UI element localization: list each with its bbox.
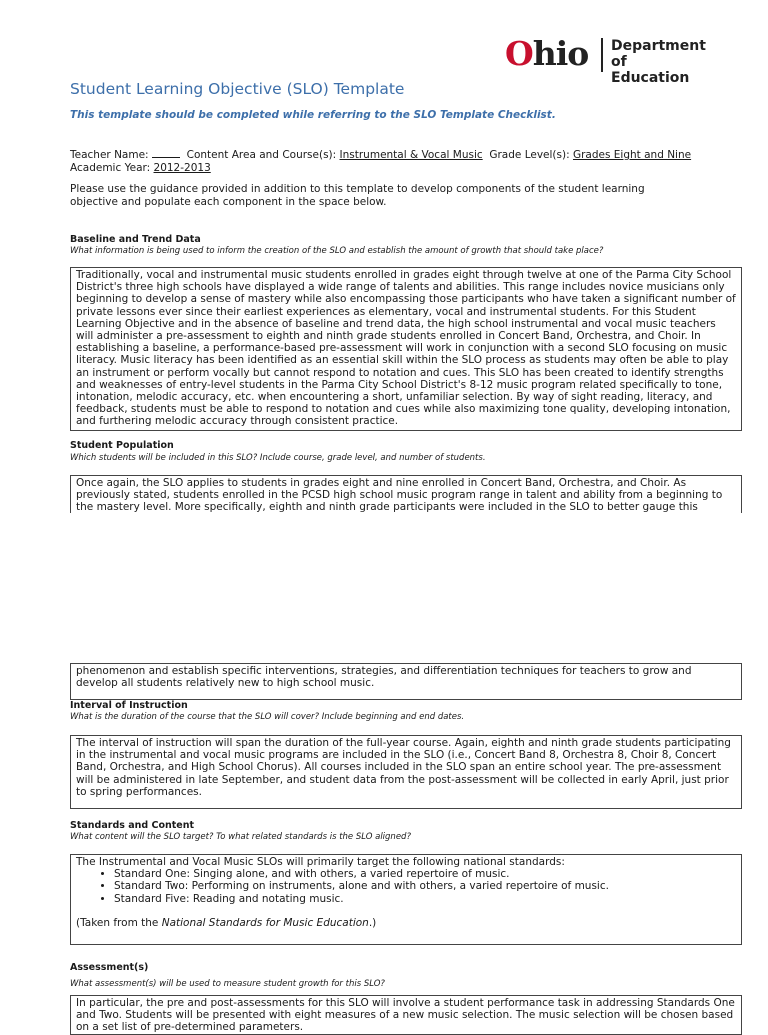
baseline-response-text: Traditionally, vocal and instrumental music students enrolled in grades eight through twelve at one of the Parma City School District's three high schools have displayed a wide range of talents and abilities. This range includes novice musicians only beginning to develop a sense of mastery while also encompassing those participants who have taken a significant number of private lessons ever since their earliest experiences as elementary, vocal and instrumental students. For this Student Learning Objective and in the absence of baseline and trend data, the high school instrumental and vocal music teachers will administer a pre-assessment to eighth and ninth grade students enrolled in Concert Band, Orchestra, and Choir. In establishing a baseline, a performance-based pre-assessment will work in conjunction with a second SLO focusing on music literacy. Music literacy has been identified as an essential skill within the SLO process as students may often be able to play an instrument or perform vocally but cannot respond to notation and cues. This SLO has been created to identify strengths and weaknesses of entry-level students in the Parma City School District's 8-12 music program related specifically to tone, intonation, melodic accuracy, etc. when encountering a short, unfamiliar selection. By way of sight reading, literacy, and feedback, students must be able to respond to notation and cues while also maximizing tone quality, developing intonation, and furthering melodic accuracy through consistent practice. [76,269,736,428]
population-heading: Student Population [70,440,174,451]
content-area-value: Instrumental & Vocal Music [339,149,483,161]
interval-heading: Interval of Instruction [70,700,188,711]
department-wordmark: Department of Education [611,38,706,86]
list-item: • Standard Five: Reading and notating music. [114,893,736,905]
teacher-info [70,147,691,175]
standards-heading: Standards and Content [70,820,195,831]
assessment-question: What assessment(s) will be used to measure student growth for this SLO? [70,979,385,989]
interval-question: What is the duration of the course that the SLO will cover? Include beginning and end dates. [70,712,465,722]
assessment-heading: Assessment(s) [70,962,149,973]
baseline-question: What information is being used to inform the creation of the SLO and establish the amount of growth that should take place? [70,246,604,256]
interval-response-text: The interval of instruction will span the duration of the full-year course. Again, eighth and ninth grade students participating in the instrumental and vocal music programs are included in the SLO (i.e., Concert Band 8, Orchestra 8, Choir 8, Concert Band, Orchestra, and High School Chorus). All courses included in the SLO span an entire school year. The pre-assessment will be administered in late September, and student data from the post-assessment will be collected in early April, just prior to spring performances. [76,737,731,798]
content-area-label: Content Area and Course(s): [186,149,337,161]
grade-level-label: Grade Level(s): [489,149,570,161]
teacher-info-line-2 [70,162,691,175]
assessment-response-box [70,995,742,1035]
population-response-text-top: Once again, the SLO applies to students in grades eight and nine enrolled in Concert Band, Orchestra, and Choir. As previously stated, students enrolled in the PCSD high school music program range in talent and ability from a beginning to the mastery level. More specifically, eighth and ninth grade participants were included in the SLO to better gauge this [76,477,723,513]
list-item: • Standard One: Singing alone, and with others, a varied repertoire of music. [114,868,736,880]
teacher-name-label: Teacher Name: [70,149,149,161]
standards-question: What content will the SLO target? To what related standards is the SLO aligned? [70,832,411,842]
assessment-response-text: In particular, the pre and post-assessments for this SLO will involve a student performance task in addressing Standards One and Two. Students will be presented with eight measures of a new music selection. The music selection will be chosen based on a set list of pre-determined parameters. [76,997,735,1034]
standards-intro: The Instrumental and Vocal Music SLOs will primarily target the following national standards: [76,856,565,868]
page-subtitle: This template should be completed while referring to the SLO Template Checklist. [70,109,556,121]
teacher-name-blank [152,147,180,158]
standards-response-box [70,854,742,945]
ohio-education-logo [505,34,706,86]
academic-year-value: 2012-2013 [153,162,211,174]
teacher-info-line-1 [70,147,691,162]
standards-list [76,868,736,905]
baseline-heading: Baseline and Trend Data [70,234,201,245]
grade-level-value: Grades Eight and Nine [572,149,692,161]
population-response-text-bottom: phenomenon and establish specific interventions, strategies, and differentiation techniques for teachers to grow and develop all students relatively new to high school music. [76,665,692,690]
population-question: Which students will be included in this SLO? Include course, grade level, and number of students. [70,453,486,463]
list-item: • Standard Two: Performing on instruments, alone and with others, a varied repertoire of music. [114,880,736,892]
interval-response-box [70,735,742,809]
logo-divider [601,38,603,72]
page-title: Student Learning Objective (SLO) Template [70,80,405,98]
ohio-wordmark: Ohio [505,34,589,73]
baseline-response-box [70,267,742,431]
academic-year-label: Academic Year: [70,162,151,174]
population-response-box-top [70,475,742,513]
standards-source: (Taken from the National Standards for Music Education.) [76,916,377,929]
guidance-paragraph: Please use the guidance provided in addition to this template to develop components of the student learning objective and populate each component in the space below. [70,183,645,208]
population-response-box-bottom [70,663,742,700]
